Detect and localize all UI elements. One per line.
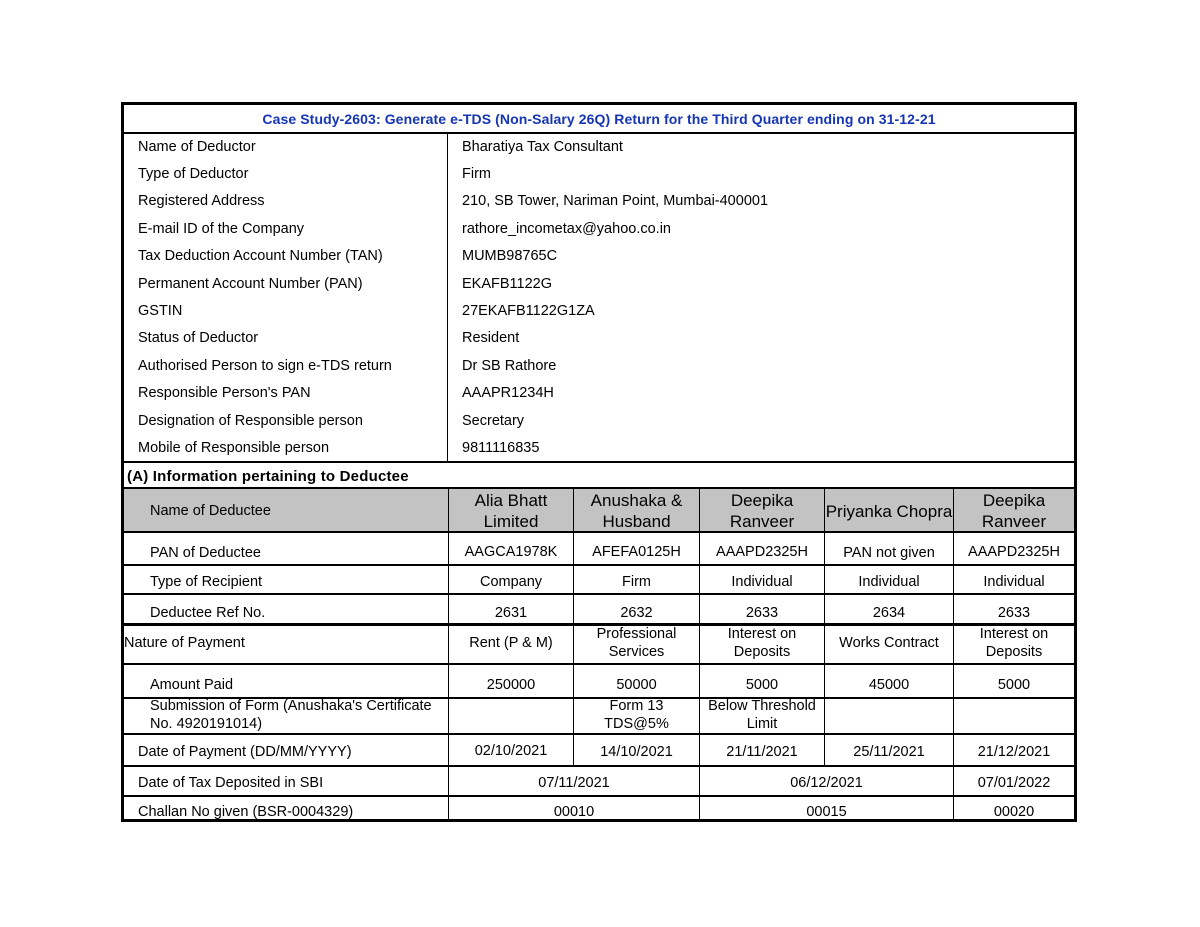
tax-deposited-cell: 06/12/2021 [699, 765, 953, 795]
payment-date-cell: 25/11/2021 [824, 733, 953, 765]
row-label: Date of Payment (DD/MM/YYYY) [138, 744, 352, 760]
deductor-info-row [124, 352, 1074, 379]
challan-cell: 00015 [699, 795, 953, 822]
deductor-info-label: Responsible Person's PAN [124, 380, 448, 407]
pan-cell: AFEFA0125H [573, 533, 699, 564]
section-a-heading: (A) Information pertaining to Deductee [127, 467, 409, 485]
deductor-info-label: Authorised Person to sign e-TDS return [124, 352, 448, 379]
deductor-info-row [124, 160, 1074, 187]
ref-no-row [124, 593, 1074, 626]
title-row [124, 105, 1074, 134]
amount-cell: 5000 [953, 663, 1074, 697]
deductor-info-value: 27EKAFB1122G1ZA [462, 303, 595, 320]
payment-date-cell: 14/10/2021 [573, 733, 699, 765]
recipient-type-cell: Firm [573, 562, 699, 593]
tax-deposited-row [124, 765, 1074, 797]
recipient-type-row [124, 562, 1074, 595]
nature-row [124, 623, 1074, 665]
nature-cell: Rent (P & M) [448, 623, 573, 663]
row-label: Nature of Payment [124, 635, 245, 651]
deductor-info-value: AAAPR1234H [462, 385, 554, 402]
case-study-title: Case Study-2603: Generate e-TDS (Non-Salary 26Q) Return for the Third Quarter ending on 31-12-21 [262, 110, 936, 127]
deductor-info-value: rathore_incometax@yahoo.co.in [462, 220, 671, 237]
deductor-info-row [124, 133, 1074, 160]
pan-row [124, 531, 1074, 566]
deductor-info-row [124, 325, 1074, 352]
deductor-info-row [124, 188, 1074, 215]
deductor-info-value: MUMB98765C [462, 248, 558, 265]
amount-cell: 45000 [824, 663, 953, 697]
tax-deposited-cell: 07/11/2021 [448, 765, 699, 795]
challan-cell: 00010 [448, 795, 699, 822]
ref-no-cell: 2633 [953, 593, 1074, 623]
nature-cell: Interest on Deposits [953, 623, 1074, 663]
deductor-info-label: GSTIN [124, 297, 448, 324]
amount-cell: 5000 [699, 663, 824, 697]
deductor-info-label: Name of Deductor [124, 133, 448, 160]
row-label: Submission of Form (Anushaka's Certificate No. 4920191014) [150, 698, 432, 732]
nature-cell: Professional Services [573, 623, 699, 663]
deductee-name-cell: Deepika Ranveer [953, 489, 1074, 533]
recipient-type-cell: Individual [824, 562, 953, 593]
challan-cell: 00020 [953, 795, 1074, 822]
amount-cell: 250000 [448, 663, 573, 697]
payment-date-cell: 21/11/2021 [699, 733, 824, 765]
deductor-info-label: Mobile of Responsible person [124, 434, 448, 461]
deductor-info-row [124, 270, 1074, 297]
deductor-info-row [124, 380, 1074, 407]
recipient-type-cell: Individual [953, 562, 1074, 593]
case-study-sheet [121, 102, 1077, 822]
amount-cell: 50000 [573, 663, 699, 697]
deductor-info-value: 210, SB Tower, Nariman Point, Mumbai-400001 [462, 193, 769, 210]
deductor-info-label: E-mail ID of the Company [124, 215, 448, 242]
deductor-info-row [124, 215, 1074, 242]
form-submission-cell: Below Threshold Limit [699, 697, 824, 733]
row-label: PAN of Deductee [150, 545, 261, 561]
recipient-type-cell: Individual [699, 562, 824, 593]
deductor-info-label: Tax Deduction Account Number (TAN) [124, 243, 448, 270]
pan-cell: PAN not given [824, 533, 953, 564]
row-label: Challan No given (BSR-0004329) [138, 804, 354, 820]
ref-no-cell: 2631 [448, 593, 573, 623]
form-submission-cell [824, 697, 953, 733]
ref-no-cell: 2632 [573, 593, 699, 623]
row-label: Deductee Ref No. [150, 605, 266, 621]
deductee-name-cell: Alia Bhatt Limited [448, 489, 573, 533]
deductor-info-label: Status of Deductor [124, 325, 448, 352]
deductor-info-label: Permanent Account Number (PAN) [124, 270, 448, 297]
deductor-info-value: Resident [462, 330, 520, 347]
payment-date-row [124, 733, 1074, 767]
deductee-name-cell: Anushaka & Husband [573, 489, 699, 533]
row-label: Date of Tax Deposited in SBI [138, 775, 324, 791]
row-label: Type of Recipient [150, 574, 263, 590]
deductee-name-cell: Deepika Ranveer [699, 489, 824, 533]
deductor-info-row [124, 297, 1074, 324]
ref-no-cell: 2633 [699, 593, 824, 623]
deductee-name-cell: Priyanka Chopra [824, 489, 953, 533]
form-submission-cell: Form 13 TDS@5% [573, 697, 699, 733]
challan-row [124, 795, 1074, 822]
section-a-row [124, 461, 1074, 489]
deductor-info-value: EKAFB1122G [462, 275, 553, 292]
payment-date-cell: 21/12/2021 [953, 733, 1074, 765]
pan-cell: AAAPD2325H [953, 533, 1074, 564]
recipient-type-cell: Company [448, 562, 573, 593]
deductor-info-row [124, 434, 1074, 461]
deductor-info-label: Type of Deductor [124, 160, 448, 187]
ref-no-cell: 2634 [824, 593, 953, 623]
deductor-info-label: Registered Address [124, 188, 448, 215]
deductee-header-row [124, 487, 1074, 533]
form-submission-row [124, 697, 1074, 735]
tax-deposited-cell: 07/01/2022 [953, 765, 1074, 795]
deductor-info-row [124, 407, 1074, 434]
payment-date-cell: 02/10/2021 [448, 733, 573, 765]
deductor-info-row [124, 243, 1074, 270]
deductee-name-label: Name of Deductee [150, 503, 271, 519]
nature-cell: Works Contract [824, 623, 953, 663]
pan-cell: AAAPD2325H [699, 533, 824, 564]
deductor-info-label: Designation of Responsible person [124, 407, 448, 434]
amount-row [124, 663, 1074, 699]
deductor-info-value: Dr SB Rathore [462, 357, 557, 374]
form-submission-cell [953, 697, 1074, 733]
deductor-info-value: Secretary [462, 412, 525, 429]
row-label: Amount Paid [150, 677, 234, 693]
deductor-info-value: Firm [462, 166, 491, 183]
deductor-info-value: 9811116835 [462, 439, 540, 456]
deductor-info-value: Bharatiya Tax Consultant [462, 138, 623, 155]
nature-cell: Interest on Deposits [699, 623, 824, 663]
pan-cell: AAGCA1978K [448, 533, 573, 564]
form-submission-cell [448, 697, 573, 733]
